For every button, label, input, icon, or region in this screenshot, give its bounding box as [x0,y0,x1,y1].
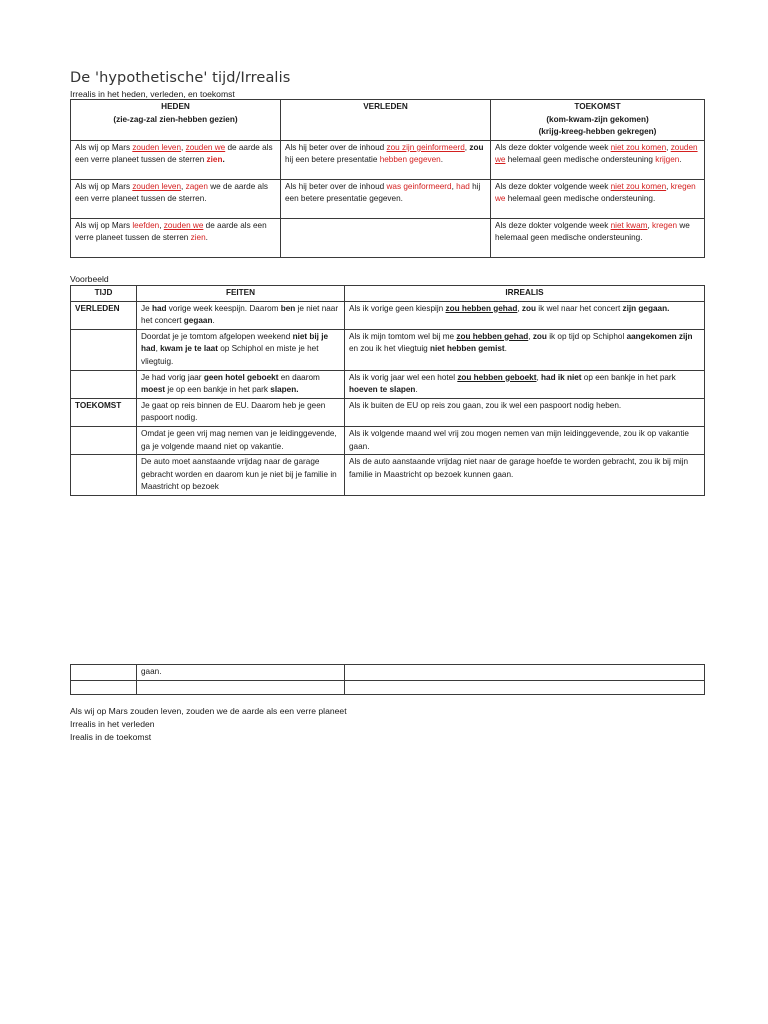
examples-table [70,285,705,496]
text: De auto moet aanstaande vrijdag naar de garage gebracht worden en daarom kun je niet bij je familie in Maastricht op bezoek [141,457,337,492]
cell-verleden [281,179,491,218]
text: we helemaal geen medische ondersteuning. [495,220,690,243]
bold-text: slapen. [270,385,299,395]
table-row [71,426,705,454]
text: Als wij op Mars [75,142,133,152]
text: en daarom [278,372,320,382]
cell-tijd [71,370,137,398]
cell-irrealis [345,398,705,426]
text: hij een betere presentatie gegeven. [285,181,481,204]
footer-line-3: Irealis in de toekomst [70,732,152,742]
table-row [71,218,705,257]
verb-highlight: zou [469,142,484,152]
text: . [222,155,225,165]
verb-highlight: zagen [185,181,208,191]
text: , [155,344,161,354]
bold-text: zou [521,303,537,313]
verb-highlight: leefden [132,220,160,230]
table-row [71,301,705,329]
header-heden [71,100,281,141]
bold-text: geen hotel geboekt [203,372,279,382]
text: Je [141,303,152,313]
footer-line-2: Irrealis in het verleden [70,719,155,729]
table-header-row [71,100,705,141]
header-irrealis: IRREALIS [345,286,705,302]
text: Als deze dokter volgende week [495,142,611,152]
verb-highlight: zien [206,155,223,165]
text: , [666,181,671,191]
cell-heden [71,179,281,218]
cell-irrealis [345,370,705,398]
bold-text: zijn gegaan. [622,303,670,313]
cell-irrealis [345,329,705,370]
voorbeeld-label: Voorbeeld [70,274,109,284]
cell-feiten [137,370,345,398]
text: Als de auto aanstaande vrijdag niet naar de garage hoefde te worden gebracht, zou ik bij mijn familie in Maastricht op bezoek kunnen gaan. [349,457,689,479]
verb-highlight: niet zou komen [610,181,667,191]
text: , [647,220,653,230]
verb-highlight: zien [190,233,206,243]
cell-empty [345,665,705,681]
text: op Schiphol en miste je het vliegtuig. [141,344,319,366]
text: je niet naar het concert [141,303,339,326]
text: , [181,142,186,152]
verb-highlight: had [456,181,470,191]
cell-verleden [281,140,491,179]
cell-tijd [71,426,137,454]
continuation-table [70,664,705,695]
table-row [71,665,705,681]
cell-continuation: gaan. [137,665,345,681]
verb-highlight: kregen [652,220,678,230]
table-row [71,329,705,370]
verb-highlight: kregen we [495,181,696,204]
text: Je gaat op reis binnen de EU. Daarom heb je geen paspoort nodig. [141,400,326,423]
text: helemaal geen medische ondersteuning [505,155,656,165]
header-toekomst-forms-2: (krijg-kreeg-hebben gekregen) [538,127,657,137]
header-heden-forms: (zie-zag-zal zien-hebben gezien) [113,114,238,124]
tijd-label: VERLEDEN [75,303,120,313]
cell-irrealis [345,301,705,329]
table-row [71,179,705,218]
bold-text: had ik niet [541,372,582,382]
text: , [451,181,457,191]
header-heden-title: HEDEN [161,102,190,111]
cell-heden [71,218,281,257]
bold-text: zou hebben geboekt [457,372,537,382]
bold-text: moest [141,385,166,395]
text: . [212,316,215,326]
verb-highlight: hebben gegeven [379,155,441,165]
cell-feiten [137,301,345,329]
verb-highlight: zouden we [185,142,226,152]
text: , [517,303,522,313]
bold-text: niet hebben gemist [430,344,505,354]
cell-feiten [137,398,345,426]
text: en zou ik het vliegtuig [349,344,431,354]
text: , [464,142,470,152]
header-toekomst-title: TOEKOMST [574,102,621,111]
verb-highlight: zouden leven [132,181,182,191]
cell-feiten [137,455,345,496]
table-row [71,680,705,694]
bold-text: aangekomen zijn [626,331,693,341]
cell-tijd [71,301,137,329]
cell-toekomst [491,179,705,218]
cell-empty [71,680,137,694]
text: op een bankje in het park [581,372,676,382]
bold-text: zou [532,331,547,341]
page-subtitle: Irrealis in het heden, verleden, en toekomst [70,89,235,99]
verb-highlight: niet zou komen [610,142,667,152]
text: Als deze dokter volgende week [495,181,611,191]
text: Doordat je je tomtom afgelopen weekend [141,331,293,341]
cell-verleden-empty [281,218,491,257]
text: . [205,233,208,243]
bold-text: kwam je te laat [160,344,218,354]
cell-empty [71,665,137,681]
text: je op een bankje in het park [165,385,271,395]
text: , [666,142,671,152]
text: vorige week keespijn. Daarom [166,303,281,313]
cell-feiten [137,426,345,454]
text: Omdat je geen vrij mag nemen van je leidinggevende, ga je volgende maand niet op vakantie. [141,428,337,451]
cell-empty [137,680,345,694]
text: . [440,155,443,165]
header-verleden-title: VERLEDEN [363,102,408,111]
text: Als ik vorige geen kiespijn [349,303,446,313]
verb-highlight: niet kwam [610,220,648,230]
header-toekomst [491,100,705,141]
bold-text: hoeven te slapen [349,385,416,395]
verb-highlight: zouden we [495,142,698,165]
cell-heden [71,140,281,179]
header-tijd: TIJD [71,286,137,302]
text: , [536,372,542,382]
text: . [679,155,682,165]
text: . [504,344,507,354]
text: , [181,181,186,191]
cell-feiten [137,329,345,370]
bold-text: had [151,303,167,313]
text: hij een betere presentatie [285,155,380,165]
verb-highlight: krijgen [655,155,680,165]
table-row [71,370,705,398]
text: Als deze dokter volgende week [495,220,611,230]
verb-highlight: zouden we [163,220,204,230]
text: ik wel naar het concert [536,303,623,313]
page-title: De 'hypothetische' tijd/Irrealis [70,70,291,86]
bold-text: zou hebben gehad [445,303,518,313]
text: Als hij beter over de inhoud [285,181,387,191]
text: Als ik volgende maand wel vrij zou mogen nemen van mijn leidinggevende, zou ik op vakantie gaan. [349,428,689,451]
verb-highlight: zouden leven [132,142,182,152]
cell-toekomst [491,140,705,179]
table-row [71,455,705,496]
cell-tijd [71,398,137,426]
text: , [159,220,164,230]
text: Als ik buiten de EU op reis zou gaan, zou ik wel een paspoort nodig heben. [349,400,622,410]
text: ik op tijd op Schiphol [546,331,627,341]
bold-text: zou hebben gehad [456,331,529,341]
cell-tijd [71,329,137,370]
cell-empty [345,680,705,694]
cell-irrealis [345,426,705,454]
bold-text: gegaan [183,316,213,326]
cell-irrealis [345,455,705,496]
text: Als wij op Mars [75,220,133,230]
bold-text: niet bij je had [141,331,329,354]
text: Als hij beter over de inhoud [285,142,387,152]
header-toekomst-forms-1: (kom-kwam-zijn gekomen) [546,114,649,124]
verb-highlight: zou zijn geinformeerd [386,142,465,152]
text: . [415,385,418,395]
tijd-label: TOEKOMST [75,400,122,410]
cell-tijd [71,455,137,496]
header-feiten: FEITEN [137,286,345,302]
text: we de aarde als een verre planeet tussen de sterren. [75,181,269,204]
text: de aarde als een verre planeet tussen de sterren [75,220,267,243]
header-verleden [281,100,491,141]
text: Als ik vorig jaar wel een hotel [349,372,458,382]
text: , [528,331,533,341]
text: de aarde als een verre planeet tussen de sterren [75,142,273,165]
text: Je had vorig jaar [141,372,204,382]
cell-toekomst [491,218,705,257]
text: Als ik mijn tomtom wel bij me [349,331,457,341]
bold-text: ben [280,303,296,313]
footer-line-1: Als wij op Mars zouden leven, zouden we de aarde als een verre planeet [70,706,347,716]
text: helemaal geen medische ondersteuning. [505,194,656,204]
irrealis-tenses-table [70,99,705,258]
verb-highlight: was geinformeerd [386,181,452,191]
table-header-row [71,286,705,302]
table-row [71,140,705,179]
table-row [71,398,705,426]
text: Als wij op Mars [75,181,133,191]
